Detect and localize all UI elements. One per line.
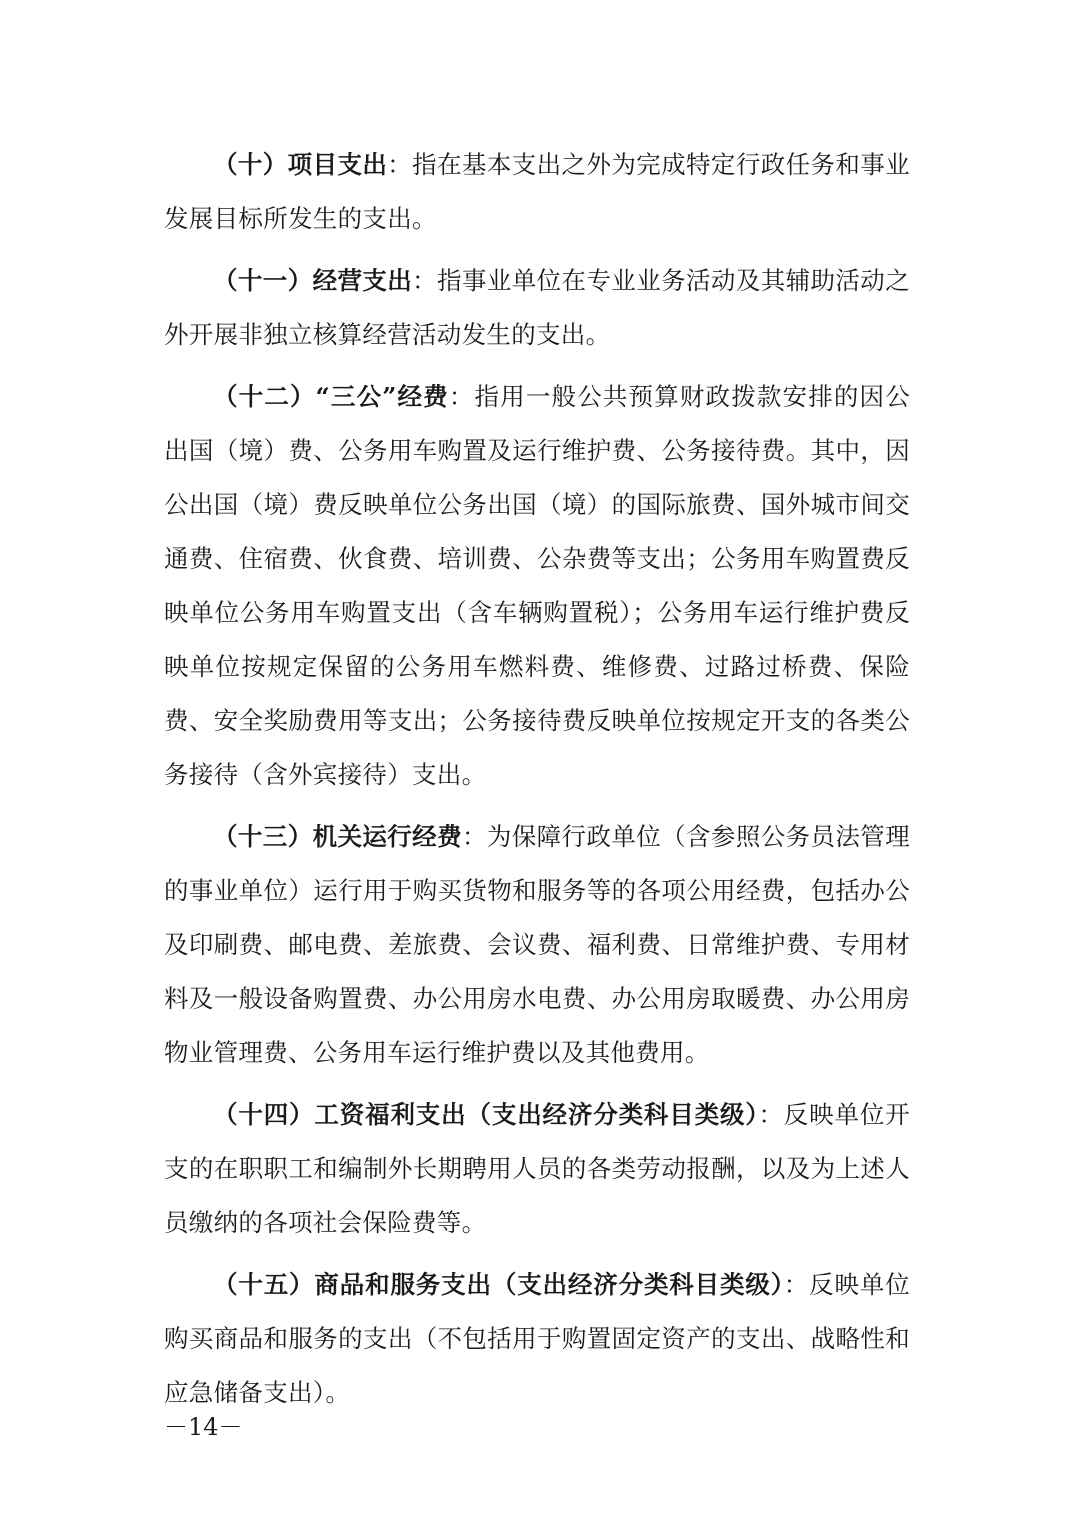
paragraph-three-public-expenses bbox=[164, 370, 910, 802]
paragraph-heading: （十）项目支出 bbox=[213, 150, 388, 179]
paragraph-goods-services bbox=[164, 1258, 910, 1420]
paragraph-text: ：指用一般公共预算财政拨款安排的因公出国（境）费、公务用车购置及运行维护费、公务接待费。其中，因公出国（境）费反映单位公务出国（境）的国际旅费、国外城市间交通费、住宿费、伙食费、培训费、公杂费等支出；公务用车购置费反映单位公务用车购置支出（含车辆购置税）；公务用车运行维护费反映单位按规定保留的公务用车燃料费、维修费、过路过桥费、保险费、安全奖励费用等支出；公务接待费反映单位按规定开支的各类公务接待（含外宾接待）支出。 bbox=[164, 382, 910, 789]
paragraph-heading: （十二）“三公”经费 bbox=[213, 382, 449, 411]
paragraph-heading: （十三）机关运行经费 bbox=[213, 822, 462, 851]
paragraph-project-expenditure bbox=[164, 138, 910, 246]
paragraph-heading: （十一）经营支出 bbox=[213, 266, 413, 295]
paragraph-heading: （十四）工资福利支出（支出经济分类科目类级） bbox=[213, 1100, 759, 1129]
paragraph-wages-welfare bbox=[164, 1088, 910, 1250]
paragraph-text: ：反映单位购买商品和服务的支出（不包括用于购置固定资产的支出、战略性和应急储备支出）。 bbox=[164, 1270, 910, 1407]
document-body bbox=[164, 138, 910, 1428]
paragraph-text: ：指事业单位在专业业务活动及其辅助活动之外开展非独立核算经营活动发生的支出。 bbox=[164, 266, 910, 349]
paragraph-heading: （十五）商品和服务支出（支出经济分类科目类级） bbox=[213, 1270, 784, 1299]
paragraph-agency-operating-funds bbox=[164, 810, 910, 1080]
paragraph-operating-expenditure bbox=[164, 254, 910, 362]
paragraph-text: ：反映单位开支的在职职工和编制外长期聘用人员的各类劳动报酬，以及为上述人员缴纳的各项社会保险费等。 bbox=[164, 1100, 910, 1237]
paragraph-text: ：指在基本支出之外为完成特定行政任务和事业发展目标所发生的支出。 bbox=[164, 150, 910, 233]
paragraph-text: ：为保障行政单位（含参照公务员法管理的事业单位）运行用于购买货物和服务等的各项公用经费，包括办公及印刷费、邮电费、差旅费、会议费、福利费、日常维护费、专用材料及一般设备购置费、办公用房水电费、办公用房取暖费、办公用房物业管理费、公务用车运行维护费以及其他费用。 bbox=[164, 822, 910, 1067]
page-number: －14－ bbox=[164, 1413, 243, 1441]
